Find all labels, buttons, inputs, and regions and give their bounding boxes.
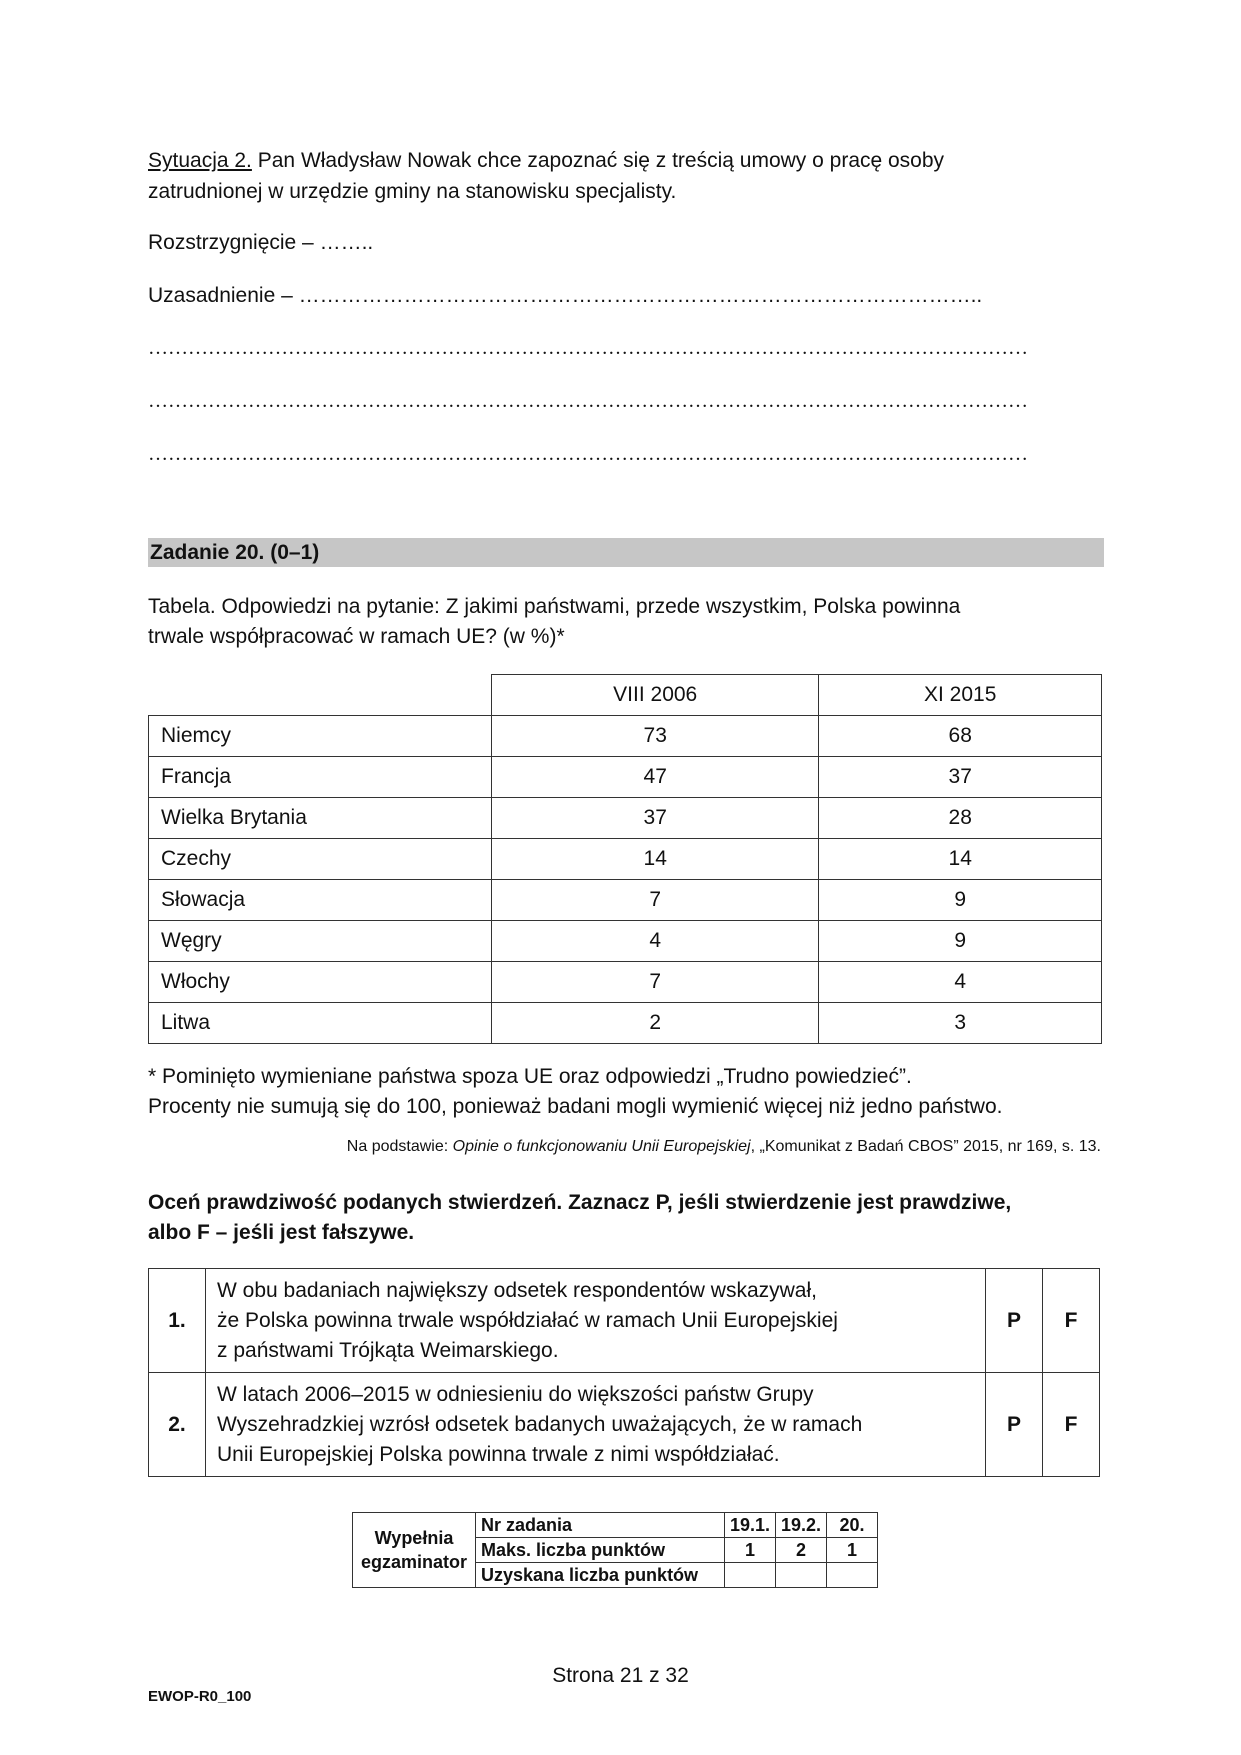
table-caption-line2: trwale współpracować w ramach UE? (w %)* [148,625,565,648]
task-number-cell: 19.1. [725,1513,776,1538]
value-2015-cell: 9 [819,880,1102,921]
value-2015-cell: 14 [819,839,1102,880]
examiner-label [353,1513,476,1588]
value-2015-cell: 4 [819,962,1102,1003]
source-rest: , „Komunikat z Badań CBOS” 2015, nr 169, s. 13. [750,1138,1101,1155]
obtained-points-cell[interactable] [827,1563,878,1588]
statement-row [149,1269,1100,1373]
answer-line-2[interactable]: …………………………………………………………………………………………………………………… [148,390,1028,412]
max-points-cell: 1 [827,1538,878,1563]
statement-line: że Polska powinna trwale współdziałać w ramach Unii Europejskiej [217,1308,838,1332]
footnote-line2: Procenty nie sumują się do 100, ponieważ badani mogli wymienić więcej niż jedno państwo. [148,1095,1003,1118]
true-option[interactable]: P [986,1373,1043,1477]
statement-text [206,1373,986,1477]
statement-line: W obu badaniach największy odsetek respondentów wskazywał, [217,1278,817,1302]
source-title: Opinie o funkcjonowaniu Unii Europejskiej [452,1138,751,1155]
examiner-table [352,1512,878,1588]
instruction-line1: Oceń prawdziwość podanych stwierdzeń. Zaznacz P, jeśli stwierdzenie jest prawdziwe, [148,1191,1012,1214]
value-2006-cell: 47 [492,757,819,798]
table-row [149,839,1102,880]
value-2006-cell: 2 [492,1003,819,1044]
task-number-label: Nr zadania [476,1513,725,1538]
situation2-text-line1: Pan Władysław Nowak chce zapoznać się z treścią umowy o pracę osoby [251,149,945,172]
examiner-label-line2: egzaminator [360,1552,468,1572]
false-option[interactable]: F [1043,1269,1100,1373]
country-cell: Węgry [149,921,492,962]
situation2-text-line2: zatrudnionej w urzędzie gminy na stanowisku specjalisty. [148,180,677,203]
country-cell: Francja [149,757,492,798]
footnote-line1: * Pominięto wymieniane państwa spoza UE oraz odpowiedzi „Trudno powiedzieć”. [148,1065,912,1088]
table-corner-cell [149,675,492,716]
statement-line: Unii Europejskiej Polska powinna trwale z nimi współdziałać. [217,1442,780,1466]
value-2006-cell: 4 [492,921,819,962]
country-cell: Słowacja [149,880,492,921]
table-row [149,1003,1102,1044]
max-points-cell: 1 [725,1538,776,1563]
country-cell: Włochy [149,962,492,1003]
table-row [149,757,1102,798]
value-2015-cell: 28 [819,798,1102,839]
table-row [149,716,1102,757]
task-number-cell: 19.2. [776,1513,827,1538]
resolution-label: Rozstrzygnięcie – …….. [148,231,374,254]
column-header-2006: VIII 2006 [492,675,819,716]
answer-line-3[interactable]: …………………………………………………………………………………………………………………… [148,443,1028,465]
table-row [149,798,1102,839]
table-header-row [149,675,1102,716]
statement-number: 1. [149,1269,206,1373]
survey-table [148,674,1102,1044]
statement-line: W latach 2006–2015 w odniesieniu do większości państw Grupy [217,1382,814,1406]
value-2015-cell: 3 [819,1003,1102,1044]
examiner-row-task [353,1513,878,1538]
table-row [149,962,1102,1003]
table-row [149,921,1102,962]
value-2006-cell: 7 [492,880,819,921]
obtained-points-cell[interactable] [776,1563,827,1588]
value-2015-cell: 68 [819,716,1102,757]
country-cell: Litwa [149,1003,492,1044]
obtained-points-cell[interactable] [725,1563,776,1588]
statement-line: Wyszehradzkiej wzrósł odsetek badanych uważających, że w ramach [217,1412,863,1436]
statement-row [149,1373,1100,1477]
true-option[interactable]: P [986,1269,1043,1373]
value-2006-cell: 73 [492,716,819,757]
country-cell: Niemcy [149,716,492,757]
justification-label: Uzasadnienie – …………………………………………………………………………………….. [148,284,983,307]
value-2015-cell: 37 [819,757,1102,798]
answer-line-1[interactable]: …………………………………………………………………………………………………………………… [148,337,1028,359]
task-number-cell: 20. [827,1513,878,1538]
value-2006-cell: 14 [492,839,819,880]
country-cell: Wielka Brytania [149,798,492,839]
column-header-2015: XI 2015 [819,675,1102,716]
task-header: Zadanie 20. (0–1) [148,538,1104,567]
max-points-cell: 2 [776,1538,827,1563]
obtained-points-label: Uzyskana liczba punktów [476,1563,725,1588]
true-false-table [148,1268,1100,1477]
page-number: Strona 21 z 32 [552,1664,689,1687]
statement-text [206,1269,986,1373]
statement-number: 2. [149,1373,206,1477]
situation2-label: Sytuacja 2. [148,149,252,172]
statement-line: z państwami Trójkąta Weimarskiego. [217,1338,559,1362]
source-citation [347,1136,1101,1158]
table-caption-line1: Tabela. Odpowiedzi na pytanie: Z jakimi państwami, przede wszystkim, Polska powinna [148,595,961,618]
max-points-label: Maks. liczba punktów [476,1538,725,1563]
value-2006-cell: 7 [492,962,819,1003]
table-row [149,880,1102,921]
country-cell: Czechy [149,839,492,880]
value-2006-cell: 37 [492,798,819,839]
value-2015-cell: 9 [819,921,1102,962]
instruction-line2: albo F – jeśli jest fałszywe. [148,1221,415,1244]
situation2-line1 [148,146,944,176]
document-code: EWOP-R0_100 [148,1688,252,1705]
false-option[interactable]: F [1043,1373,1100,1477]
source-prefix: Na podstawie: [346,1138,453,1155]
examiner-label-line1: Wypełnia [374,1528,454,1548]
